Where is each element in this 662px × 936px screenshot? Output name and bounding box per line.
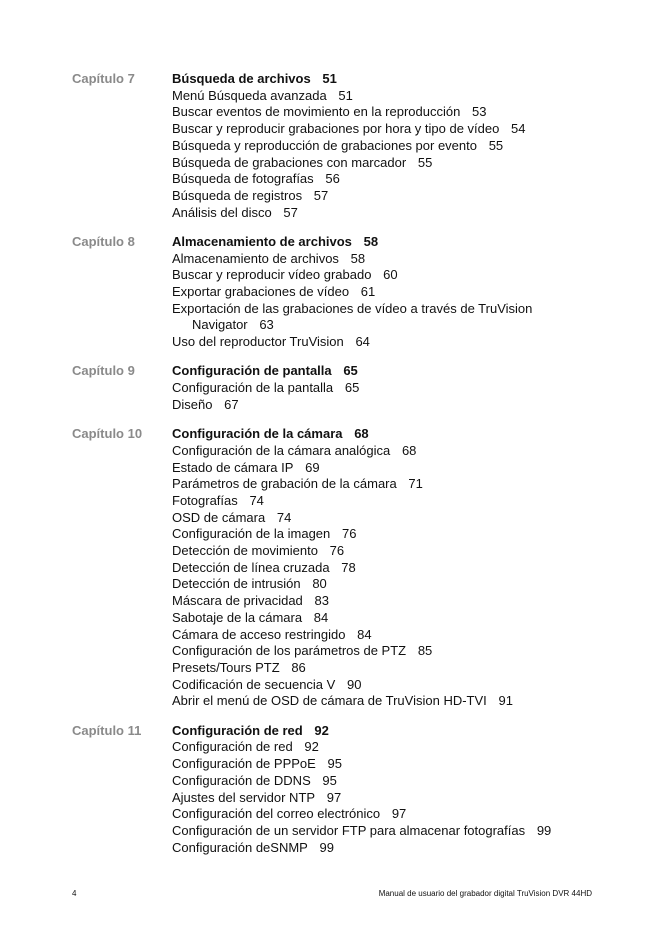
toc-entry-text: Fotografías: [172, 492, 238, 508]
toc-entry-text: Configuración de los parámetros de PTZ: [172, 643, 407, 659]
toc-entry-text: Buscar y reproducir grabaciones por hora y tipo de vídeo: [172, 121, 500, 137]
toc-entry-page-number: 57: [313, 187, 329, 203]
chapter-title-page-number: 68: [354, 426, 369, 442]
toc-entry[interactable]: [172, 267, 612, 284]
page-footer: [72, 888, 592, 900]
toc-entry-text: Máscara de privacidad: [172, 593, 303, 609]
toc-entry-text: Ajustes del servidor NTP: [172, 789, 316, 805]
toc-entry-page-number: 95: [322, 772, 337, 788]
toc-entry-page-number: 99: [536, 822, 552, 838]
toc-entry-text: Estado de cámara IP: [172, 459, 294, 475]
toc-entry[interactable]: [172, 284, 612, 301]
toc-chapter: [72, 234, 612, 351]
toc-entry[interactable]: [172, 660, 612, 677]
toc-entry-text: Análisis del disco: [172, 204, 272, 220]
toc-entry-page-number: 74: [276, 509, 292, 525]
toc-entry-page-number: 83: [314, 593, 329, 609]
toc-entry-page-number: 60: [383, 267, 398, 283]
toc-entry-page-number: 74: [249, 492, 264, 508]
toc-entry-page-number: 54: [511, 121, 526, 137]
chapter-title-page-number: 51: [322, 71, 337, 86]
toc-entry[interactable]: [172, 526, 612, 543]
chapter-label: Capítulo 10: [72, 426, 143, 442]
toc-chapter: [72, 723, 612, 857]
toc-entry[interactable]: [172, 610, 612, 627]
toc-entry-page-number: 76: [341, 526, 357, 542]
toc-entry-page-number: 71: [408, 476, 423, 492]
toc-entry[interactable]: [172, 301, 612, 318]
toc-entry[interactable]: [172, 806, 612, 823]
toc-entry-text: Configuración de DDNS: [172, 772, 311, 788]
toc-entry-page-number: 76: [329, 543, 345, 559]
toc-entry[interactable]: [172, 693, 612, 710]
chapter-title[interactable]: [172, 426, 612, 443]
toc-entry[interactable]: [172, 88, 612, 105]
toc-entry[interactable]: [172, 397, 612, 414]
toc-entry-text: Configuración de la pantalla: [172, 380, 334, 396]
toc-entry-text: Abrir el menú de OSD de cámara de TruVision HD-TVI: [172, 693, 487, 709]
toc-entry-text: Configuración de la imagen: [172, 526, 331, 542]
toc-entry[interactable]: [172, 756, 612, 773]
toc-entry-page-number: 67: [224, 396, 239, 412]
toc-entry[interactable]: [172, 317, 612, 334]
chapter-label: Capítulo 8: [72, 233, 135, 249]
toc-entry-page-number: 68: [401, 442, 417, 458]
toc-entry[interactable]: [172, 380, 612, 397]
toc-entry[interactable]: [172, 576, 612, 593]
toc-entry[interactable]: [172, 560, 612, 577]
toc-entry-text: Sabotaje de la cámara: [172, 609, 303, 625]
toc-entry[interactable]: [172, 104, 612, 121]
toc-entry-page-number: 63: [259, 317, 274, 333]
toc-entry-text: Configuración de PPPoE: [172, 756, 316, 772]
chapter-label: Capítulo 9: [72, 363, 135, 379]
toc-entry-text: Diseño: [172, 396, 213, 412]
toc-entry-page-number: 53: [472, 104, 487, 120]
toc-entry-text: Navigator: [192, 317, 248, 333]
toc-entry[interactable]: [172, 443, 612, 460]
toc-entry-page-number: 51: [338, 87, 353, 103]
toc-entry[interactable]: [172, 476, 612, 493]
toc-entry-text: Búsqueda y reproducción de grabaciones por evento: [172, 137, 477, 153]
toc-entry[interactable]: [172, 823, 612, 840]
chapter-title-page-number: 65: [343, 363, 358, 379]
toc-entry-text: Presets/Tours PTZ: [172, 659, 280, 675]
chapter-label: Capítulo 11: [72, 722, 142, 738]
toc-entry[interactable]: [172, 773, 612, 790]
toc-entry[interactable]: [172, 493, 612, 510]
chapter-title-text: Almacenamiento de archivos: [172, 233, 352, 249]
toc-entry-page-number: 86: [291, 659, 306, 675]
footer-manual-title: Manual de usuario del grabador digital TruVision DVR 44HD: [378, 889, 592, 898]
toc-entry[interactable]: [172, 205, 612, 222]
toc-entry-text: Configuración del correo electrónico: [172, 806, 381, 822]
toc-entry-text: Exportar grabaciones de vídeo: [172, 284, 350, 300]
toc-entry-text: Configuración de red: [172, 739, 293, 755]
toc-entry-text: Parámetros de grabación de la cámara: [172, 476, 397, 492]
toc-entry-page-number: 97: [391, 806, 407, 822]
toc-entry[interactable]: [172, 155, 612, 172]
toc-entry[interactable]: [172, 543, 612, 560]
chapter-title-text: Configuración de la cámara: [172, 426, 343, 442]
toc-entry[interactable]: [172, 627, 612, 644]
chapter-title[interactable]: [172, 71, 612, 88]
toc-entry[interactable]: [172, 138, 612, 155]
toc-entry[interactable]: [172, 739, 612, 756]
toc-entry[interactable]: [172, 677, 612, 694]
chapter-title[interactable]: [172, 723, 612, 740]
toc-entry-page-number: 55: [417, 154, 433, 170]
toc-chapter: [72, 426, 612, 710]
toc-entry-page-number: 69: [305, 459, 320, 475]
chapter-title-page-number: 92: [314, 722, 329, 738]
toc-entry-text: Búsqueda de registros: [172, 187, 303, 203]
toc-entry-text: Cámara de acceso restringido: [172, 626, 346, 642]
toc-entry[interactable]: [172, 643, 612, 660]
chapter-title[interactable]: [172, 234, 612, 251]
toc-entry-page-number: 56: [325, 171, 340, 187]
toc-entry-page-number: 78: [341, 559, 356, 575]
toc-entry-page-number: 84: [313, 609, 329, 625]
toc-entry[interactable]: [172, 121, 612, 138]
toc-entry[interactable]: [172, 251, 612, 268]
toc-entry-page-number: 84: [357, 626, 372, 642]
toc-chapter: [72, 363, 612, 413]
chapter-title-text: Búsqueda de archivos: [172, 71, 311, 86]
toc-entry-page-number: 65: [344, 380, 360, 396]
toc-entry-page-number: 55: [488, 137, 504, 153]
toc-entry-text: Detección de movimiento: [172, 543, 318, 559]
footer-page-number: 4: [72, 889, 77, 898]
toc-entry-text: Configuración de un servidor FTP para almacenar fotografías: [172, 822, 526, 838]
toc-entry-page-number: 61: [360, 284, 376, 300]
toc-entry-text: Buscar eventos de movimiento en la reproducción: [172, 104, 461, 120]
toc-entry-text: OSD de cámara: [172, 509, 266, 525]
toc-entry-text: Almacenamiento de archivos: [172, 250, 339, 266]
toc-entry-text: Detección de línea cruzada: [172, 559, 330, 575]
toc-entry[interactable]: [172, 840, 612, 857]
toc-entry-text: Configuración deSNMP: [172, 839, 308, 855]
chapter-label: Capítulo 7: [72, 71, 135, 86]
toc-entry-text: Exportación de las grabaciones de vídeo a través de TruVision: [172, 300, 533, 316]
toc-entry-page-number: 92: [304, 739, 319, 755]
table-of-contents: [72, 71, 612, 869]
toc-entry[interactable]: [172, 510, 612, 527]
toc-entry-text: Buscar y reproducir vídeo grabado: [172, 267, 372, 283]
toc-entry-text: Configuración de la cámara analógica: [172, 442, 391, 458]
toc-entry-page-number: 57: [283, 204, 298, 220]
toc-entry-page-number: 85: [417, 643, 433, 659]
toc-entry[interactable]: [172, 334, 612, 351]
toc-entry[interactable]: [172, 790, 612, 807]
toc-entry[interactable]: [172, 460, 612, 477]
toc-entry-page-number: 64: [355, 334, 370, 350]
toc-entry-page-number: 90: [347, 676, 362, 692]
toc-entry-page-number: 91: [498, 693, 513, 709]
toc-entry-page-number: 99: [319, 839, 335, 855]
toc-entry-page-number: 80: [312, 576, 327, 592]
toc-entry[interactable]: [172, 171, 612, 188]
chapter-title-text: Configuración de pantalla: [172, 363, 332, 379]
toc-entry-text: Uso del reproductor TruVision: [172, 334, 344, 350]
toc-entry-text: Codificación de secuencia V: [172, 676, 336, 692]
toc-entry-text: Menú Búsqueda avanzada: [172, 87, 327, 103]
toc-entry-page-number: 58: [350, 250, 366, 266]
toc-entry[interactable]: [172, 593, 612, 610]
chapter-title-text: Configuración de red: [172, 722, 303, 738]
toc-chapter: [72, 71, 612, 221]
toc-entry-page-number: 97: [326, 789, 342, 805]
chapter-title[interactable]: [172, 363, 612, 380]
toc-entry-text: Detección de intrusión: [172, 576, 301, 592]
toc-entry-text: Búsqueda de fotografías: [172, 171, 314, 187]
toc-entry-text: Búsqueda de grabaciones con marcador: [172, 154, 407, 170]
toc-entry-page-number: 95: [327, 756, 342, 772]
chapter-title-page-number: 58: [363, 233, 379, 249]
toc-entry[interactable]: [172, 188, 612, 205]
